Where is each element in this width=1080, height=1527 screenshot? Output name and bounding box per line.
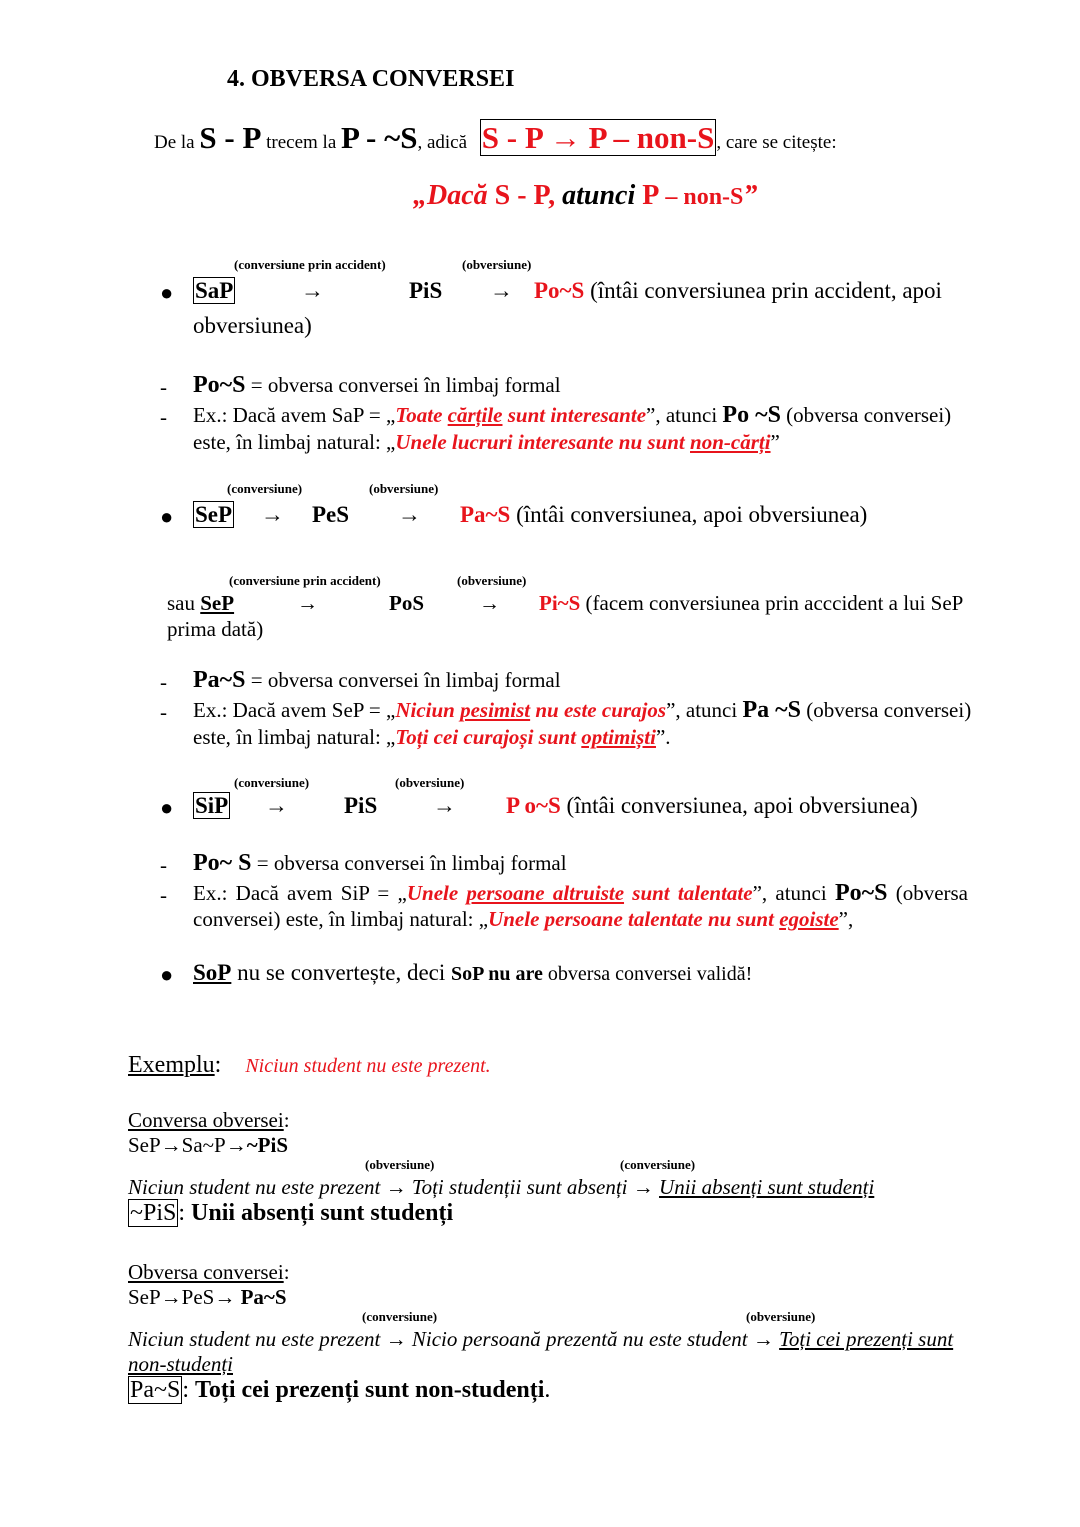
quote-text: atunci: [555, 180, 643, 211]
formula: SeP→PeS→: [128, 1285, 241, 1309]
example-line: [193, 402, 951, 430]
example: sunt talentate: [624, 881, 753, 905]
arrow: →: [433, 793, 456, 818]
result-term: Pa~S: [460, 502, 511, 527]
text: este, în limbaj natural: „: [193, 430, 396, 454]
text: :: [182, 1377, 196, 1403]
example-line: [193, 697, 971, 725]
intro-line: [154, 120, 837, 156]
example: non-cărți: [690, 430, 771, 454]
formula-line: [128, 1285, 287, 1309]
text: Toți cei prezenți sunt: [779, 1327, 954, 1351]
formula: P - ~S: [341, 120, 418, 155]
text: (obversa conversei): [780, 403, 952, 427]
explanation: (facem conversiunea prin acccident a lui SeP: [580, 591, 964, 615]
text: (obversa conversei): [800, 698, 972, 722]
text: Ex.: Dacă avem SiP = „: [193, 881, 407, 905]
text: ”, atunci: [752, 881, 835, 905]
arrow: →: [265, 793, 288, 818]
text: Niciun student nu este prezent → Toți studenții sunt absenți →: [128, 1175, 660, 1199]
s2-line: [193, 502, 868, 528]
quote-formula: P: [642, 180, 660, 211]
term: Pa~S: [193, 667, 246, 693]
boxed-formula: S - P → P – non-S: [481, 120, 715, 155]
label: :: [214, 1052, 222, 1078]
annotation: (conversiune prin accident): [229, 573, 381, 588]
example: persoane altruiste: [466, 881, 625, 905]
text: non-studenți: [128, 1352, 233, 1376]
text: (obversa: [887, 881, 969, 905]
dash-icon: -: [160, 670, 167, 694]
text: Niciun student nu este prezent → Nicio persoană prezentă nu este student →: [128, 1327, 780, 1351]
text: ”, atunci: [666, 698, 743, 722]
s5-line: [193, 960, 752, 986]
quote-text: ”: [743, 180, 758, 211]
boxed-term: Pa~S: [130, 1377, 181, 1403]
term: SeP: [200, 591, 235, 615]
derivation-line: [128, 1175, 874, 1199]
annotation: (obversiune): [369, 481, 439, 496]
boxed-term: ~PiS: [130, 1200, 177, 1226]
derivation-line: [128, 1327, 953, 1351]
example: Unele lucruri interesante nu sunt: [395, 430, 691, 454]
term: Po ~S: [722, 402, 781, 428]
term: Po~S: [834, 880, 888, 906]
example: optimiști: [581, 725, 656, 749]
example: sunt interesante: [502, 403, 647, 427]
bullet-icon: ●: [160, 962, 174, 987]
bullet-icon: ●: [160, 795, 174, 820]
annotation: (obversiune): [746, 1309, 816, 1324]
term: PiS: [409, 278, 443, 303]
example-line: [193, 907, 853, 931]
arrow: →: [297, 591, 318, 615]
quote-formula: – non-S: [659, 184, 744, 210]
formula: Pa~S: [240, 1285, 287, 1309]
example: Toate: [395, 403, 448, 427]
term: Po~S: [193, 372, 246, 398]
text: = obversa conversei în limbaj formal: [245, 668, 561, 692]
intro-text: , care se citește:: [716, 132, 837, 153]
explanation: (întâi conversiunea, apoi obversiunea): [510, 502, 868, 527]
text: Unii absenți sunt studenți: [191, 1200, 454, 1226]
intro-text: trecem la: [261, 132, 342, 153]
boxed-term: SeP: [195, 502, 233, 527]
intro-text: , adică: [417, 132, 472, 153]
explanation: prima dată): [167, 617, 264, 641]
obverse-heading: [128, 1260, 290, 1284]
dash-icon: -: [160, 700, 167, 724]
s4-line: [193, 793, 918, 819]
term: PiS: [344, 793, 378, 818]
formal-line: [193, 850, 567, 878]
arrow: →: [479, 591, 500, 615]
text: Unii absenți sunt studenți: [659, 1175, 875, 1199]
text: .: [544, 1377, 551, 1403]
section-title: 4. OBVERSA CONVERSEI: [227, 66, 515, 92]
formula-line: [128, 1133, 288, 1157]
text: Ex.: Dacă avem SaP = „: [193, 403, 396, 427]
bullet-icon: ●: [160, 280, 174, 305]
example-line: [193, 430, 780, 454]
dash-icon: -: [160, 883, 167, 907]
annotation: (obversiune): [457, 573, 527, 588]
text: = obversa conversei în limbaj formal: [251, 851, 567, 875]
boxed-term: SaP: [195, 278, 234, 303]
result-term: Po~S: [534, 278, 585, 303]
label: Conversa obversei: [128, 1108, 284, 1132]
annotation: (conversiune): [227, 481, 303, 496]
dash-icon: -: [160, 853, 167, 877]
annotation: (obversiune): [462, 257, 532, 272]
example: pesimist: [460, 698, 531, 722]
quote-text: „Dacă: [413, 180, 495, 211]
annotation: (conversiune): [234, 775, 310, 790]
term: PoS: [389, 591, 425, 615]
text: sau: [167, 591, 201, 615]
text: Toți cei prezenți sunt non-studenți: [195, 1377, 545, 1403]
explanation: obversiunea): [193, 313, 312, 338]
annotation: (conversiune): [362, 1309, 438, 1324]
formal-line: [193, 372, 561, 400]
example: nu este curajos: [530, 698, 667, 722]
result-line: [128, 1200, 453, 1228]
text: ”, atunci: [646, 403, 723, 427]
arrow: →: [398, 502, 421, 527]
label: :: [283, 1108, 290, 1132]
result-term: P o~S: [506, 793, 561, 818]
arrow: →: [490, 278, 513, 303]
example: cărțile: [447, 403, 503, 427]
text: nu se convertește, deci: [231, 960, 452, 985]
boxed-term: SiP: [195, 793, 229, 818]
text: conversei) este, în limbaj natural: „: [193, 907, 489, 931]
example-proposition: Niciun student nu este prezent.: [245, 1055, 491, 1077]
explanation: (întâi conversiunea prin accident, apoi: [584, 278, 942, 303]
example: Toți cei curajoși sunt: [395, 725, 582, 749]
example-heading: [128, 1052, 491, 1080]
s3-line: [167, 591, 964, 615]
term: Pa ~S: [742, 697, 801, 723]
label: :: [283, 1260, 290, 1284]
term: SoP: [193, 960, 232, 985]
text: SoP nu are: [451, 963, 543, 985]
intro-text: De la: [154, 132, 200, 153]
annotation: (obversiune): [395, 775, 465, 790]
text: obversa conversei validă!: [542, 963, 753, 985]
example: Unele persoane talentate nu sunt: [488, 907, 780, 931]
result-line: [128, 1377, 550, 1405]
label: Obversa conversei: [128, 1260, 284, 1284]
formal-line: [193, 667, 561, 695]
text: este, în limbaj natural: „: [193, 725, 396, 749]
formula: ~PiS: [246, 1133, 288, 1157]
term: Po~ S: [193, 850, 252, 876]
text: :: [178, 1200, 192, 1226]
example: Niciun: [395, 698, 461, 722]
formula: S - P: [199, 120, 262, 155]
dash-icon: -: [160, 405, 167, 429]
text: ”,: [838, 907, 854, 931]
bullet-icon: ●: [160, 504, 174, 529]
example-line: [193, 880, 968, 908]
label: Exemplu: [128, 1052, 215, 1078]
text: Ex.: Dacă avem SeP = „: [193, 698, 396, 722]
example-line: [193, 725, 671, 749]
example: egoiste: [779, 907, 839, 931]
arrow: →: [261, 502, 284, 527]
term: PeS: [312, 502, 350, 527]
text: ”: [770, 430, 780, 454]
annotation: (conversiune prin accident): [234, 257, 386, 272]
explanation: (întâi conversiunea, apoi obversiunea): [560, 793, 918, 818]
annotation: (obversiune): [365, 1157, 435, 1172]
s1-line: [193, 278, 942, 304]
text: = obversa conversei în limbaj formal: [245, 373, 561, 397]
text: ”.: [655, 725, 671, 749]
example: Unele: [406, 881, 467, 905]
converse-heading: [128, 1108, 290, 1132]
dash-icon: -: [160, 375, 167, 399]
reading-quote: [413, 180, 757, 212]
result-term: Pi~S: [539, 591, 581, 615]
formula: SeP→Sa~P→: [128, 1133, 247, 1157]
quote-formula: S - P,: [494, 180, 556, 211]
arrow: →: [301, 278, 324, 303]
annotation: (conversiune): [620, 1157, 696, 1172]
